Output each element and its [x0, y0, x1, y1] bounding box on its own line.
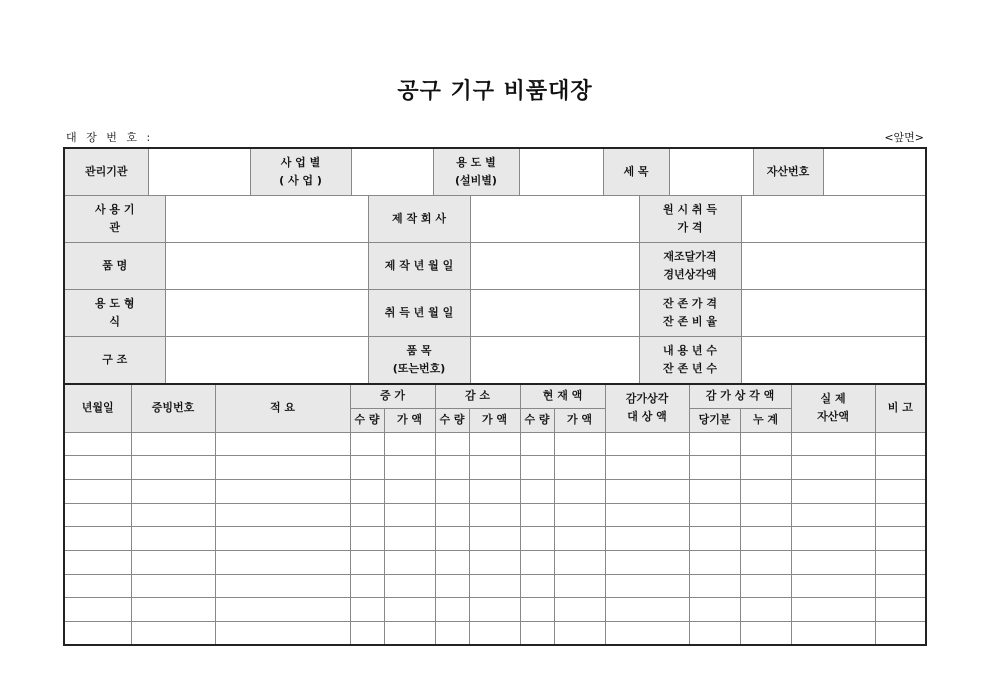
ledger-cell[interactable]: [605, 432, 689, 456]
ledger-cell[interactable]: [791, 622, 875, 646]
table-row: [64, 479, 926, 503]
ledger-cell[interactable]: [689, 479, 740, 503]
ledger-cell[interactable]: [875, 432, 926, 456]
ledger-cell[interactable]: [384, 574, 435, 598]
ledger-cell[interactable]: [520, 550, 554, 574]
use-type-label: 용 도 형 식: [64, 290, 165, 337]
top-id-table: [63, 147, 927, 197]
ledger-cell[interactable]: [435, 527, 469, 551]
ledger-cell[interactable]: [875, 456, 926, 480]
ledger-cell[interactable]: [554, 503, 605, 527]
ledger-cell[interactable]: [435, 550, 469, 574]
original-acquisition-price-field[interactable]: [741, 196, 926, 243]
by-use-label: 용 도 별 (설비별): [433, 148, 519, 196]
residual-value-label: 잔 존 가 격 잔 존 비 율: [639, 290, 741, 337]
ledger-cell[interactable]: [350, 432, 384, 456]
ledger-cell[interactable]: [520, 432, 554, 456]
ledger-cell[interactable]: [215, 550, 350, 574]
by-business-label: 사 업 별 ( 사 업 ): [250, 148, 351, 196]
managing-agency-field[interactable]: [148, 148, 250, 196]
ledger-cell[interactable]: [64, 550, 131, 574]
ledger-cell[interactable]: [384, 456, 435, 480]
ledger-cell[interactable]: [740, 598, 791, 622]
useful-life-field[interactable]: [741, 337, 926, 384]
asset-number-field[interactable]: [823, 148, 926, 196]
ledger-cell[interactable]: [875, 550, 926, 574]
ledger-cell[interactable]: [131, 574, 215, 598]
ledger-cell[interactable]: [520, 574, 554, 598]
ledger-cell[interactable]: [435, 598, 469, 622]
ledger-cell[interactable]: [791, 598, 875, 622]
ledger-cell[interactable]: [215, 432, 350, 456]
ledger-cell[interactable]: [350, 598, 384, 622]
depreciation-base-header: 감가상각 대 상 액: [605, 384, 689, 432]
ledger-cell[interactable]: [605, 574, 689, 598]
description-header: 적 요: [215, 384, 350, 432]
ledger-cell[interactable]: [435, 574, 469, 598]
manufacture-date-field[interactable]: [470, 243, 639, 290]
ledger-cell[interactable]: [131, 622, 215, 646]
ledger-cell[interactable]: [435, 503, 469, 527]
table-row: [64, 432, 926, 456]
ledger-cell[interactable]: [740, 503, 791, 527]
ledger-cell[interactable]: [520, 479, 554, 503]
manufacturer-label: 제 작 회 사: [368, 196, 470, 243]
item-or-number-field[interactable]: [470, 337, 639, 384]
ledger-cell[interactable]: [791, 527, 875, 551]
ledger-cell[interactable]: [554, 432, 605, 456]
ledger-cell[interactable]: [740, 527, 791, 551]
ledger-cell[interactable]: [469, 432, 520, 456]
ledger-cell[interactable]: [875, 598, 926, 622]
increase-quantity-header: 수 량: [350, 408, 384, 432]
ledger-cell[interactable]: [64, 503, 131, 527]
ledger-table: [63, 383, 927, 646]
ledger-cell[interactable]: [605, 527, 689, 551]
ledger-cell[interactable]: [350, 550, 384, 574]
actual-asset-header: 실 제 자산액: [791, 384, 875, 432]
ledger-cell[interactable]: [520, 527, 554, 551]
ledger-cell[interactable]: [740, 574, 791, 598]
original-acquisition-price-label: 원 시 취 득 가 격: [639, 196, 741, 243]
ledger-cell[interactable]: [64, 479, 131, 503]
ledger-cell[interactable]: [469, 479, 520, 503]
item-or-number-label: 품 목 (또는번호): [368, 337, 470, 384]
structure-label: 구 조: [64, 337, 165, 384]
manufacturer-field[interactable]: [470, 196, 639, 243]
ledger-cell[interactable]: [384, 479, 435, 503]
ledger-cell[interactable]: [435, 456, 469, 480]
remarks-header: 비 고: [875, 384, 926, 432]
table-row: [64, 622, 926, 646]
ledger-cell[interactable]: [689, 598, 740, 622]
ledger-cell[interactable]: [131, 479, 215, 503]
decrease-quantity-header: 수 량: [435, 408, 469, 432]
ledger-cell[interactable]: [64, 574, 131, 598]
increase-header: 증 가: [350, 384, 435, 408]
ledger-cell[interactable]: [384, 432, 435, 456]
ledger-cell[interactable]: [689, 574, 740, 598]
ledger-cell[interactable]: [64, 527, 131, 551]
ledger-cell[interactable]: [791, 550, 875, 574]
page-title: 공구 기구 비품대장: [397, 79, 593, 104]
ledger-cell[interactable]: [554, 456, 605, 480]
current-period-header: 당기분: [689, 408, 740, 432]
ledger-cell[interactable]: [554, 479, 605, 503]
ledger-cell[interactable]: [689, 432, 740, 456]
ledger-cell[interactable]: [131, 503, 215, 527]
ledger-cell[interactable]: [554, 598, 605, 622]
ledger-cell[interactable]: [131, 527, 215, 551]
cumulative-header: 누 계: [740, 408, 791, 432]
user-agency-field[interactable]: [165, 196, 368, 243]
ledger-cell[interactable]: [689, 622, 740, 646]
ledger-cell[interactable]: [689, 550, 740, 574]
ledger-cell[interactable]: [520, 622, 554, 646]
ledger-cell[interactable]: [215, 622, 350, 646]
ledger-cell[interactable]: [435, 622, 469, 646]
ledger-cell[interactable]: [469, 574, 520, 598]
ledger-cell[interactable]: [875, 479, 926, 503]
ledger-cell[interactable]: [131, 598, 215, 622]
ledger-cell[interactable]: [469, 456, 520, 480]
ledger-cell[interactable]: [469, 622, 520, 646]
table-row: [64, 503, 926, 527]
use-type-field[interactable]: [165, 290, 368, 337]
ledger-cell[interactable]: [605, 503, 689, 527]
user-agency-label: 사 용 기 관: [64, 196, 165, 243]
table-row: [64, 574, 926, 598]
procurement-price-label: 재조달가격 경년상각액: [639, 243, 741, 290]
ledger-cell[interactable]: [384, 550, 435, 574]
ledger-cell[interactable]: [384, 622, 435, 646]
asset-number-label: 자산번호: [753, 148, 823, 196]
register-number-label: 대 장 번 호 :: [66, 131, 154, 144]
ledger-cell[interactable]: [469, 598, 520, 622]
ledger-cell[interactable]: [740, 550, 791, 574]
ledger-cell[interactable]: [64, 622, 131, 646]
ledger-cell[interactable]: [215, 456, 350, 480]
residual-value-field[interactable]: [741, 290, 926, 337]
by-use-field[interactable]: [519, 148, 603, 196]
ledger-cell[interactable]: [605, 598, 689, 622]
ledger-cell[interactable]: [520, 503, 554, 527]
date-header: 년월일: [64, 384, 131, 432]
ledger-cell[interactable]: [689, 456, 740, 480]
ledger-cell[interactable]: [791, 479, 875, 503]
ledger-cell[interactable]: [350, 456, 384, 480]
ledger-cell[interactable]: [740, 479, 791, 503]
ledger-cell[interactable]: [384, 503, 435, 527]
ledger-cell[interactable]: [469, 503, 520, 527]
ledger-cell[interactable]: [469, 527, 520, 551]
ledger-cell[interactable]: [875, 574, 926, 598]
ledger-cell[interactable]: [605, 550, 689, 574]
ledger-cell[interactable]: [875, 527, 926, 551]
ledger-cell[interactable]: [215, 479, 350, 503]
item-name-field[interactable]: [165, 243, 368, 290]
decrease-amount-header: 가 액: [469, 408, 520, 432]
current-value-header: 가 액: [554, 408, 605, 432]
ledger-cell[interactable]: [350, 479, 384, 503]
item-detail-label: 세 목: [603, 148, 669, 196]
depreciation-amount-header: 감 가 상 각 액: [689, 384, 791, 408]
decrease-header: 감 소: [435, 384, 520, 408]
ledger-cell[interactable]: [791, 432, 875, 456]
ledger-cell[interactable]: [64, 432, 131, 456]
procurement-price-field[interactable]: [741, 243, 926, 290]
structure-field[interactable]: [165, 337, 368, 384]
ledger-cell[interactable]: [215, 598, 350, 622]
table-row: [64, 550, 926, 574]
item-info-table: [63, 195, 927, 384]
ledger-cell[interactable]: [215, 503, 350, 527]
ledger-cell[interactable]: [554, 527, 605, 551]
ledger-cell[interactable]: [131, 550, 215, 574]
ledger-cell[interactable]: [689, 503, 740, 527]
table-row: [64, 456, 926, 480]
acquisition-date-label: 취 득 년 월 일: [368, 290, 470, 337]
ledger-cell[interactable]: [740, 622, 791, 646]
ledger-cell[interactable]: [350, 574, 384, 598]
by-business-field[interactable]: [351, 148, 433, 196]
evidence-number-header: 증빙번호: [131, 384, 215, 432]
ledger-cell[interactable]: [554, 550, 605, 574]
ledger-cell[interactable]: [791, 503, 875, 527]
ledger-cell[interactable]: [791, 574, 875, 598]
ledger-cell[interactable]: [435, 432, 469, 456]
ledger-cell[interactable]: [469, 550, 520, 574]
ledger-cell[interactable]: [64, 598, 131, 622]
item-detail-field[interactable]: [669, 148, 753, 196]
ledger-cell[interactable]: [740, 456, 791, 480]
ledger-cell[interactable]: [791, 456, 875, 480]
manufacture-date-label: 제 작 년 월 일: [368, 243, 470, 290]
ledger-body: [64, 432, 926, 645]
ledger-cell[interactable]: [131, 456, 215, 480]
ledger-cell[interactable]: [350, 622, 384, 646]
ledger-cell[interactable]: [875, 503, 926, 527]
table-row: [64, 527, 926, 551]
item-name-label: 품 명: [64, 243, 165, 290]
ledger-cell[interactable]: [64, 456, 131, 480]
ledger-cell[interactable]: [384, 598, 435, 622]
ledger-cell[interactable]: [605, 479, 689, 503]
front-side-label: <앞면>: [884, 131, 924, 144]
current-amount-header: 현 재 액: [520, 384, 605, 408]
increase-amount-header: 가 액: [384, 408, 435, 432]
ledger-cell[interactable]: [875, 622, 926, 646]
ledger-cell[interactable]: [384, 527, 435, 551]
ledger-cell[interactable]: [605, 456, 689, 480]
ledger-cell[interactable]: [215, 527, 350, 551]
ledger-cell[interactable]: [350, 527, 384, 551]
ledger-cell[interactable]: [689, 527, 740, 551]
table-row: [64, 598, 926, 622]
acquisition-date-field[interactable]: [470, 290, 639, 337]
ledger-cell[interactable]: [131, 432, 215, 456]
ledger-cell[interactable]: [554, 574, 605, 598]
ledger-cell[interactable]: [520, 598, 554, 622]
ledger-cell[interactable]: [520, 456, 554, 480]
ledger-cell[interactable]: [605, 622, 689, 646]
ledger-cell[interactable]: [435, 479, 469, 503]
ledger-cell[interactable]: [215, 574, 350, 598]
current-quantity-header: 수 량: [520, 408, 554, 432]
useful-life-label: 내 용 년 수 잔 존 년 수: [639, 337, 741, 384]
ledger-cell[interactable]: [350, 503, 384, 527]
ledger-cell[interactable]: [740, 432, 791, 456]
ledger-cell[interactable]: [554, 622, 605, 646]
managing-agency-label: 관리기관: [64, 148, 148, 196]
